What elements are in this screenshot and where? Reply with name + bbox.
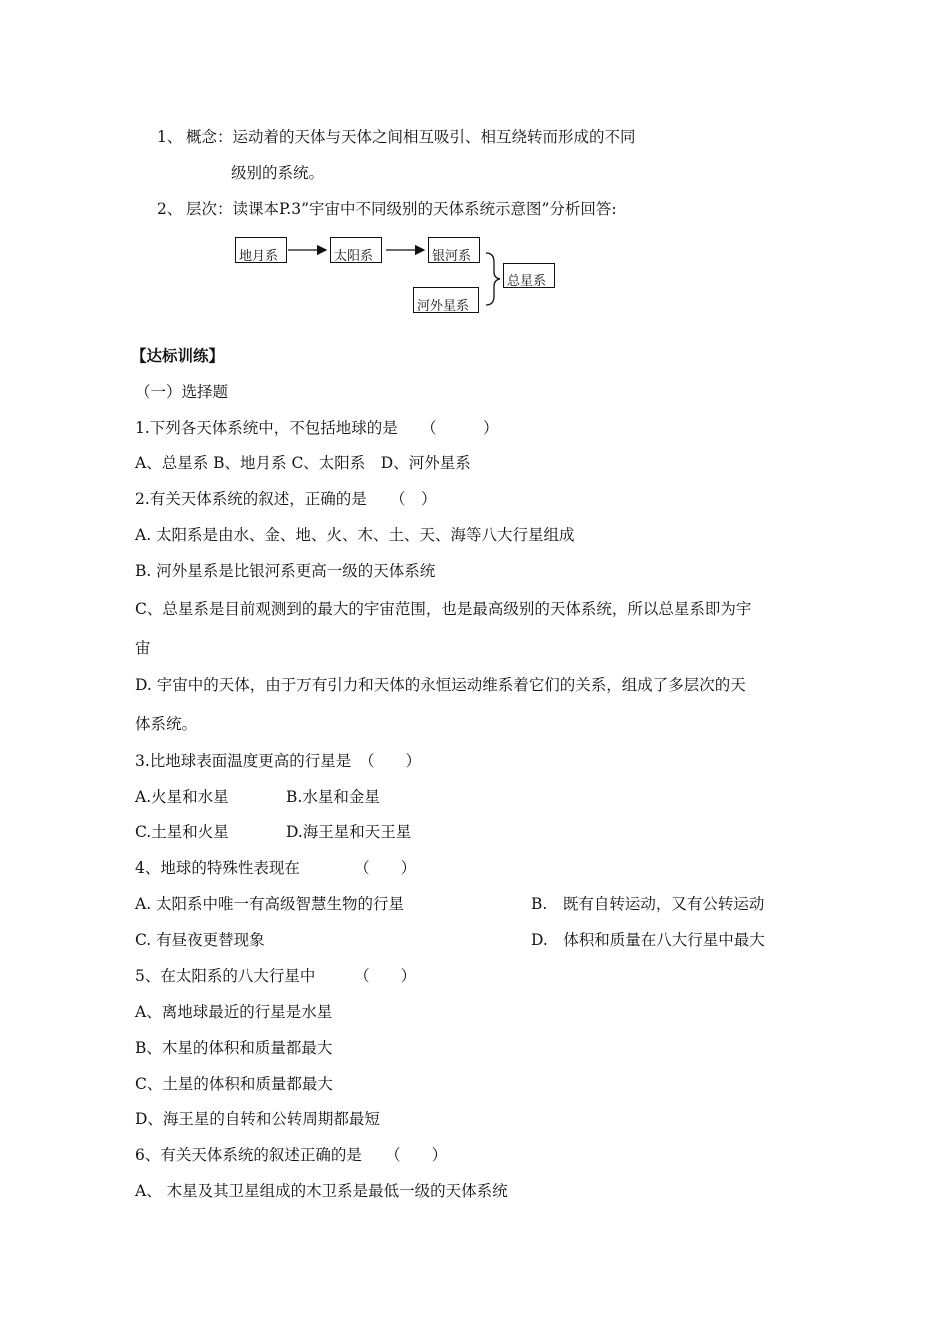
section-title: 【达标训练】 [131,346,225,365]
question-2-option-b: B. 河外星系是比银河系更高一级的天体系统 [135,562,436,580]
levels-text: 层次：读课本P.3”宇宙中不同级别的天体系统示意图”分析回答: [186,200,617,218]
question-3-option-b: B.水星和金星 [286,788,380,806]
label-extragalactic: 河外星系 [417,299,470,314]
question-3-option-c: C.土星和火星 [135,823,229,841]
question-4-option-a: A. 太阳系中唯一有高级智慧生物的行星 [135,895,405,913]
question-3-option-d: D.海王星和天王星 [286,823,412,841]
diagram-connectors [0,0,950,400]
levels-number: 2、 [157,200,183,218]
subsection-title: （一）选择题 [135,383,229,401]
question-4: 4、地球的特殊性表现在 （ ） [135,859,417,877]
concept-line-1: 概念：运动着的天体与天体之间相互吸引、相互绕转而形成的不同 [186,128,636,146]
question-5-option-d: D、海王星的自转和公转周期都最短 [135,1110,380,1128]
question-5-option-a: A、离地球最近的行星是水星 [135,1003,333,1021]
question-5-option-c: C、土星的体积和质量都最大 [135,1075,333,1093]
question-2-option-d-line1: D. 宇宙中的天体，由于万有引力和天体的永恒运动维系着它们的关系，组成了多层次的天 [135,676,746,694]
brace [486,253,500,305]
question-4-option-c: C. 有昼夜更替现象 [135,931,265,949]
question-5-option-b: B、木星的体积和质量都最大 [135,1039,333,1057]
question-6-option-a: A、 木星及其卫星组成的木卫系是最低一级的天体系统 [135,1182,508,1200]
question-2-option-d-line2: 体系统。 [135,715,198,733]
label-milky-way: 银河系 [432,249,472,264]
question-5: 5、在太阳系的八大行星中 （ ） [135,967,417,985]
question-2-option-c-line1: C、总星系是目前观测到的最大的宇宙范围，也是最高级别的天体系统，所以总星系即为宇 [135,600,752,618]
question-2-option-c-line2: 宙 [135,639,151,657]
label-solar-system: 太阳系 [334,249,374,264]
question-6: 6、有关天体系统的叙述正确的是 （ ） [135,1146,448,1164]
concept-number: 1、 [157,128,183,146]
question-2-option-a: A. 太阳系是由水、金、地、火、木、土、天、海等八大行星组成 [135,526,575,544]
question-3-option-a: A.火星和水星 [135,788,229,806]
concept-line-2: 级别的系统。 [231,164,325,182]
question-1: 1.下列各天体系统中，不包括地球的是 （ ） [135,419,499,437]
question-1-options: A、总星系 B、地月系 C、太阳系 D、河外星系 [135,454,471,472]
question-4-option-b: B. 既有自转运动，又有公转运动 [531,895,765,913]
question-2: 2.有关天体系统的叙述，正确的是 （ ） [135,490,437,508]
label-universe: 总星系 [507,274,547,289]
question-4-option-d: D. 体积和质量在八大行星中最大 [531,931,765,949]
question-3: 3.比地球表面温度更高的行星是 （ ） [135,752,422,770]
label-earth-moon: 地月系 [239,249,279,264]
